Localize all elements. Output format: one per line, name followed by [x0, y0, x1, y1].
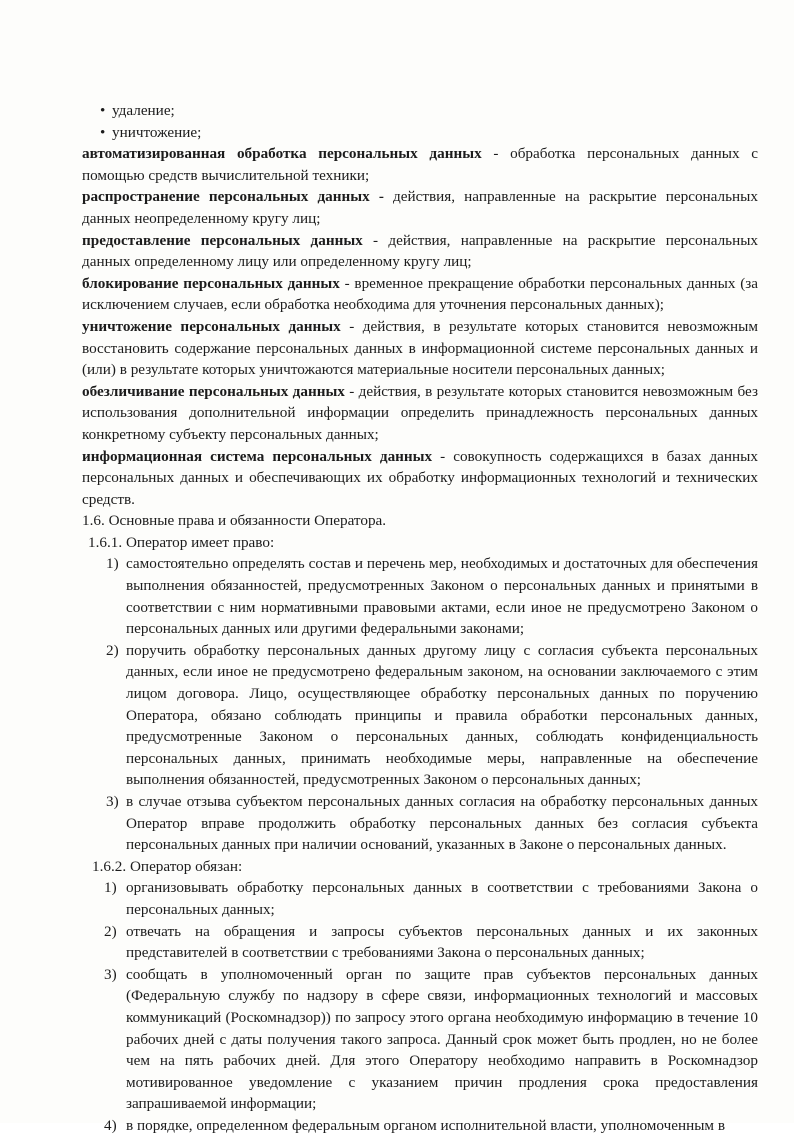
list-item — [82, 791, 758, 856]
definition-text: - действия, в результате которых становится невозможным без использования дополнительной информации определить принадлежность персональных данных конкретному субъекту персональных данных; — [82, 382, 758, 443]
list-item — [82, 964, 758, 1115]
definition-text: - совокупность содержащихся в базах данных персональных данных и обеспечивающих их обработку информационных технологий и технических средств. — [82, 447, 758, 508]
definition-paragraph — [82, 446, 758, 511]
list-item-text: уничтожение; — [112, 123, 202, 141]
item-number: 1) — [104, 879, 117, 897]
subsection-heading: 1.6.2. Оператор обязан: — [92, 857, 243, 875]
list-item — [82, 640, 758, 791]
definition-paragraph — [82, 381, 758, 446]
definition-paragraph — [82, 273, 758, 316]
definition-text: - обработка персональных данных с помощью средств вычислительной техники; — [82, 145, 758, 184]
definition-term: обезличивание персональных данных — [82, 382, 345, 400]
definition-term: автоматизированная обработка персональных данных — [82, 145, 482, 163]
item-number: 2) — [106, 641, 119, 659]
list-item — [82, 122, 758, 144]
subsection-heading: 1.6.1. Оператор имеет право: — [88, 533, 275, 551]
item-number: 3) — [104, 965, 117, 983]
item-text: в случае отзыва субъектом персональных данных согласия на обработку персональных данных Оператор вправе продолжить обработку персональных данных без согласия субъекта персональных данных при наличии оснований, указанных в Законе о персональных данных. — [126, 793, 758, 854]
definition-paragraph — [82, 316, 758, 381]
definition-text: - временное прекращение обработки персональных данных (за исключением случаев, если обработка необходима для уточнения персональных данных); — [82, 274, 758, 314]
item-number: 1) — [106, 555, 119, 573]
item-text: поручить обработку персональных данных другому лицу с согласия субъекта персональных данных, если иное не предусмотрено федеральным законом, на основании заключаемого с этим лицом договора. Лицо, осуществляющее обработку персональных данных по поручению Оператора, обязано соблюдать принципы и правила обработки персональных данных, предусмотренные Законом о персональных данных, соблюдать конфиденциальность персональных данных, принимать необходимые меры, направленные на обеспечение выполнения обязанностей, предусмотренных Законом о персональных данных; — [126, 641, 758, 789]
definition-text: - действия, в результате которых становится невозможным восстановить содержание персональных данных в информационной системе персональных данных и (или) в результате которых уничтожаются материальные носители персональных данных; — [82, 317, 758, 379]
item-number: 3) — [106, 793, 119, 810]
list-item — [82, 100, 758, 122]
list-item-text: удаление; — [112, 102, 175, 119]
definition-paragraph — [82, 143, 758, 186]
item-text: отвечать на обращения и запросы субъектов персональных данных и их законных представителей в соответствии с требованиями Закона о персональных данных; — [126, 922, 758, 962]
definition-paragraph — [82, 186, 758, 229]
definition-term: информационная система персональных данных — [82, 447, 433, 465]
bullet-icon: • — [100, 123, 106, 141]
list-item — [82, 1115, 758, 1137]
list-item — [82, 921, 758, 964]
page-body — [82, 100, 758, 1137]
item-text: в порядке, определенном федеральным органом исполнительной власти, уполномоченным в — [126, 1116, 725, 1134]
item-number: 4) — [104, 1116, 117, 1134]
definition-text: действия, направленные на раскрытие персональных данных неопределенному кругу лиц; — [82, 188, 758, 227]
bullet-icon: • — [100, 102, 106, 119]
item-number: 2) — [104, 922, 117, 940]
definition-term: предоставление персональных данных — [82, 231, 363, 249]
item-text: организовывать обработку персональных данных в соответствии с требованиями Закона о персональных данных; — [126, 879, 758, 918]
item-text: самостоятельно определять состав и перечень мер, необходимых и достаточных для обеспечения выполнения обязанностей, предусмотренных Законом о персональных данных и принятыми в соответствии с ним нормативными правовыми актами, если иное не предусмотрено Законом о персональных данных или другими федеральными законами; — [126, 555, 758, 638]
list-item — [82, 553, 758, 639]
definition-text: - действия, направленные на раскрытие персональных данных определенному лицу или определенному кругу лиц; — [82, 231, 759, 271]
section-heading: 1.6. Основные права и обязанности Оператора. — [82, 512, 387, 530]
definition-term: блокирование персональных данных — [82, 274, 340, 292]
item-text: сообщать в уполномоченный орган по защите прав субъектов персональных данных (Федеральную службу по надзору в сфере связи, информационных технологий и массовых коммуникаций (Роскомнадзор)) по запросу этого органа необходимую информацию в течение 10 рабочих дней с даты получения такого запроса. Данный срок может быть продлен, но не более чем на пять рабочих дней. Для этого Оператору необходимо направить в Роскомнадзор мотивированное уведомление с указанием причин продления срока предоставления запрашиваемой информации; — [126, 965, 758, 1113]
definition-term: распространение персональных данных - — [82, 188, 384, 206]
definition-term: уничтожение персональных данных — [82, 317, 341, 335]
definition-paragraph — [82, 230, 758, 273]
list-item — [82, 877, 758, 920]
